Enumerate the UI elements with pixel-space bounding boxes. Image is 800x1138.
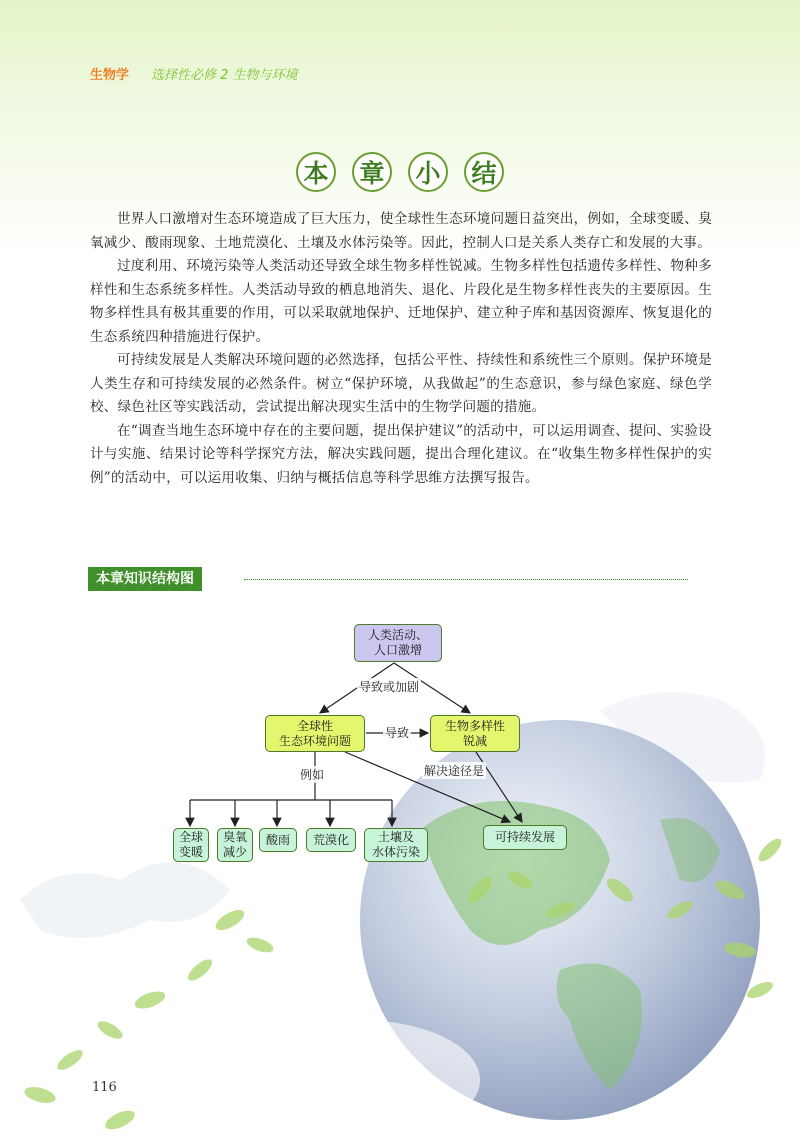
node-biodiversity-loss: 生物多样性 锐减 (430, 715, 520, 752)
paragraph: 在“调查当地生态环境中存在的主要问题，提出保护建议”的活动中，可以运用调查、提问、实验设计与实施、结果讨论等科学探究方法，解决实践问题，提出合理化建议。在“收集生物多样性保护的实例”的活动中，可以运用收集、归纳与概括信息等科学思维方法撰写报告。 (90, 422, 712, 486)
edge-label-example: 例如 (300, 768, 325, 782)
header-book: 选择性必修 2 生物与环境 (151, 68, 298, 83)
node-example-ozone: 臭氧 减少 (217, 828, 253, 862)
edge-label-lead: 导致或加剧 (359, 680, 420, 694)
node-global-env-problems: 全球性 生态环境问题 (265, 715, 365, 752)
header-subject: 生物学 (90, 68, 130, 83)
title-char: 本 (296, 152, 336, 192)
node-sustainable-development: 可持续发展 (483, 825, 567, 850)
edge-label-cause: 导致 (385, 726, 410, 740)
title-char: 结 (464, 152, 504, 192)
page-number: 116 (92, 1080, 117, 1095)
section-title: 本章知识结构图 (88, 567, 202, 591)
node-example-pollution: 土壤及 水体污染 (364, 828, 428, 862)
node-example-desertification: 荒漠化 (306, 828, 356, 852)
node-human-activity: 人类活动、 人口激增 (354, 624, 442, 662)
title-char: 小 (408, 152, 448, 192)
title-char: 章 (352, 152, 392, 192)
node-example-global-warming: 全球 变暖 (173, 828, 209, 862)
paragraph: 可持续发展是人类解决环境问题的必然选择，包括公平性、持续性和系统性三个原则。保护环境是人类生存和可持续发展的必然条件。树立“保护环境，从我做起”的生态意识，参与绿色家庭、绿色学校、绿色社区等实践活动，尝试提出解决现实生活中的生物学问题的措施。 (90, 352, 712, 415)
paragraph: 过度利用、环境污染等人类活动还导致全球生物多样性锐减。生物多样性包括遗传多样性、物种多样性和生态系统多样性。人类活动导致的栖息地消失、退化、片段化是生物多样性丧失的主要原因。生物多样性具有极其重要的作用，可以采取就地保护、迁地保护、建立种子库和基因资源库、恢复退化的生态系统四种措施进行保护。 (90, 258, 712, 345)
paragraph: 世界人口激增对生态环境造成了巨大压力，使全球性生态环境问题日益突出，例如，全球变暖、臭氧减少、酸雨现象、土地荒漠化、土壤及水体污染等。因此，控制人口是关系人类存亡和发展的大事。 (90, 211, 712, 251)
edge-label-solve: 解决途径是 (424, 764, 485, 778)
node-example-acid-rain: 酸雨 (259, 828, 297, 852)
